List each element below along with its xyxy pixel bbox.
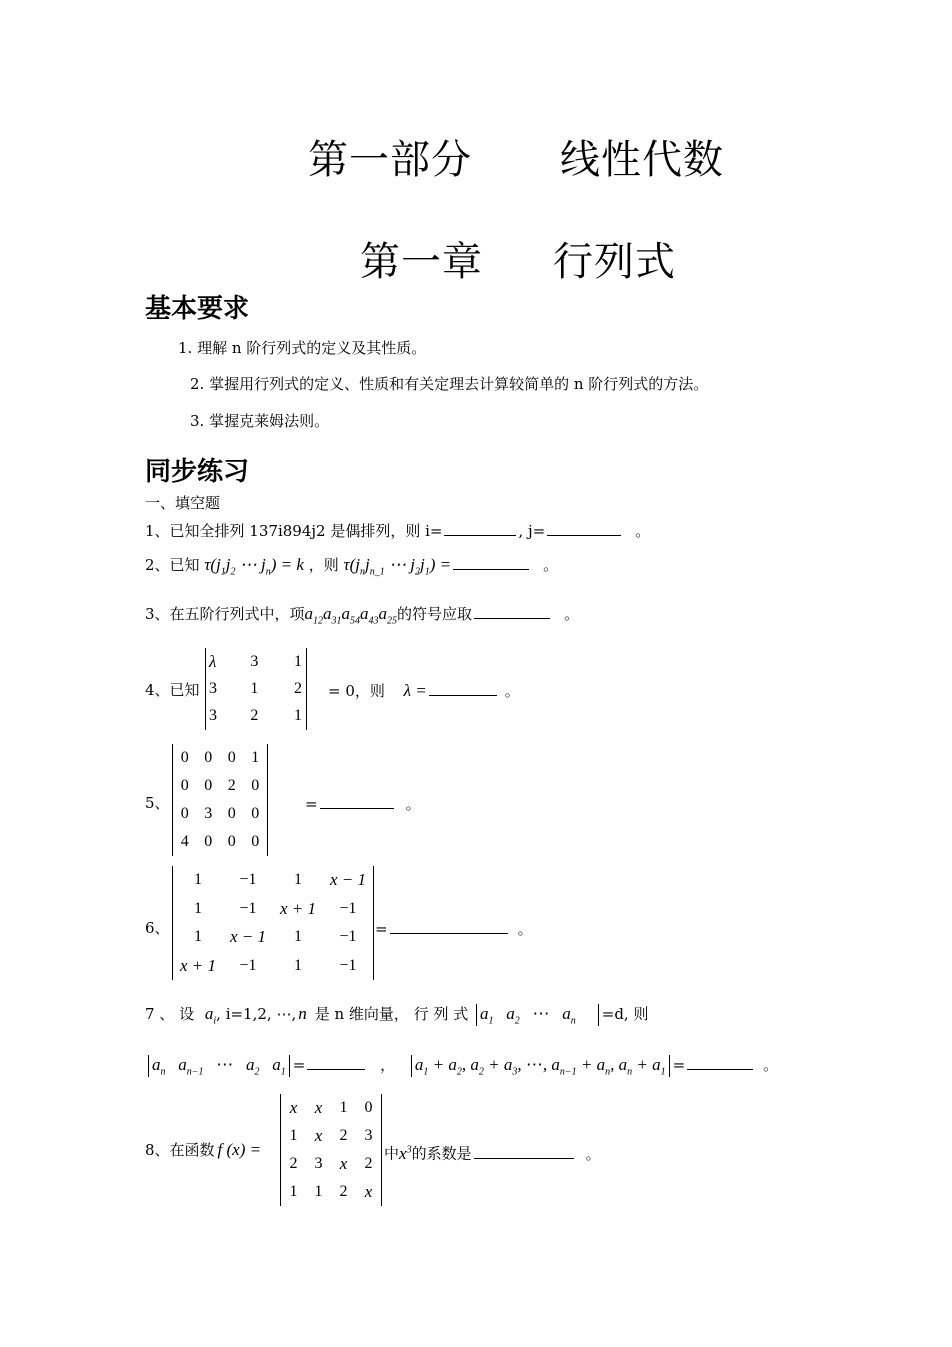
matrix-cell: 4 [180, 833, 189, 850]
matrix-cell: x + 1 [179, 955, 217, 975]
q3-blank[interactable] [474, 604, 550, 619]
q2-formula-1: $\tau(j_1j_2$ ⋯ $j_n) = k$ [204, 555, 304, 578]
det-bar [669, 1055, 670, 1077]
matrix-cell: 1 [294, 871, 302, 889]
q8-suffix: 的系数是 [411, 1144, 472, 1163]
requirement-item: 3. 掌握克莱姆法则。 [190, 412, 330, 430]
q4-lambda: λ = [403, 681, 427, 700]
q4-prefix: 4、已知 [145, 681, 200, 699]
q5-end: 。 [405, 795, 421, 813]
requirement-item: 1. 理解 n 阶行列式的定义及其性质。 [178, 339, 427, 357]
matrix-cell: 3 [250, 652, 259, 670]
q7-mid2: 是 n 维向量， 行 列 式 [314, 1005, 469, 1023]
matrix-cell: 3 [314, 1155, 323, 1172]
matrix-cell: −1 [339, 899, 357, 917]
q7-blank-2[interactable] [687, 1055, 753, 1070]
matrix-cell: 1 [339, 1099, 348, 1116]
matrix-cell: x [364, 1182, 373, 1201]
q3-formula: $a_{12}a_{31}a_{54}a_{43}a_{25}$ [304, 604, 398, 627]
matrix-row [173, 952, 373, 981]
q1-end: 。 [635, 522, 651, 540]
matrix-cell: 2 [250, 706, 259, 724]
matrix-cell: λ [209, 651, 217, 671]
question-4-tail [328, 681, 520, 700]
matrix-cell: 1 [294, 652, 302, 670]
question-8-head [145, 1141, 261, 1159]
q2-end: 。 [543, 556, 559, 574]
fill-blank-title: 一、填空题 [145, 494, 221, 512]
det-bar [148, 1055, 149, 1077]
q7-prefix: 7 、 设 [145, 1005, 195, 1023]
q4-blank[interactable] [429, 681, 497, 696]
matrix-cell: 0 [251, 833, 260, 850]
q8-prefix: 8、在函数 [145, 1141, 215, 1159]
matrix-cell: 0 [180, 777, 189, 794]
q4-eq: = 0，则 [328, 682, 385, 700]
q2-blank[interactable] [453, 555, 529, 570]
question-5-tail [305, 794, 421, 813]
question-6-tail [375, 919, 533, 938]
matrix-row [281, 1178, 381, 1206]
matrix-cell: −1 [239, 899, 257, 917]
matrix-cell: −1 [339, 956, 357, 974]
matrix-row [281, 1094, 381, 1122]
requirement-item: 2. 掌握用行列式的定义、性质和有关定理去计算较简单的 n 阶行列式的方法。 [190, 375, 709, 393]
matrix-cell: 2 [227, 777, 236, 794]
matrix-cell: 1 [251, 749, 260, 766]
q1-blank-j[interactable] [547, 521, 621, 536]
matrix-cell: x [339, 1154, 348, 1173]
q7-eq2: = [672, 1056, 686, 1074]
matrix-cell: x − 1 [229, 927, 267, 947]
q8-determinant [280, 1094, 382, 1206]
matrix-cell: 0 [251, 805, 260, 822]
q7-det-columns: $a_1$ $a_2$ ⋯ $a_n$ [480, 1004, 576, 1027]
matrix-cell: 0 [364, 1099, 373, 1116]
matrix-cell: x [289, 1098, 298, 1117]
matrix-cell: 1 [250, 679, 259, 697]
det-bar [411, 1055, 412, 1077]
q5-determinant [172, 744, 268, 856]
q7-det-reversed: $a_n$ $a_{n-1}$ ⋯ $a_2$ $a_1$ [152, 1055, 286, 1078]
matrix-row [173, 772, 267, 800]
det-bar [289, 1055, 290, 1077]
question-2 [145, 555, 558, 581]
q5-matrix [173, 744, 267, 856]
section-heading-requirements: 基本要求 [145, 294, 250, 324]
chapter-title-left: 第一章 [360, 239, 483, 285]
q7-end: 。 [763, 1056, 779, 1074]
q1-mid: , j= [518, 522, 546, 540]
q7-sep: ， [380, 1056, 396, 1074]
question-1 [145, 521, 650, 540]
matrix-row [173, 866, 373, 895]
q8-end: 。 [585, 1144, 601, 1163]
q2-formula-2: $\tau(j_nj_{n\_1}$ ⋯ $j_2j_1$) = [343, 555, 452, 578]
matrix-cell: 0 [180, 749, 189, 766]
matrix-cell: 1 [289, 1127, 298, 1144]
q5-eq: = [305, 795, 318, 813]
matrix-cell: 1 [289, 1183, 298, 1200]
chapter-title-right: 行列式 [553, 239, 676, 285]
q7-n: n [298, 1004, 307, 1023]
q7-mid1: , i=1,2, ⋯, [216, 1005, 297, 1023]
q1-text: 1、已知全排列 137i894j2 是偶排列，则 i= [145, 522, 443, 540]
matrix-row [173, 744, 267, 772]
matrix-cell: 2 [289, 1155, 298, 1172]
matrix-cell: 0 [180, 805, 189, 822]
q8-mid: 中 [384, 1144, 400, 1163]
matrix-cell: x [314, 1098, 323, 1117]
q3-end: 。 [564, 605, 580, 623]
det-bar [598, 1004, 599, 1026]
matrix-cell: 2 [294, 679, 302, 697]
matrix-cell: 2 [339, 1127, 348, 1144]
matrix-cell: 1 [294, 928, 302, 946]
q8-matrix [281, 1094, 381, 1206]
q5-blank[interactable] [320, 794, 394, 809]
matrix-cell: −1 [239, 956, 257, 974]
matrix-cell: 3 [209, 706, 217, 724]
matrix-cell: 0 [204, 777, 213, 794]
q6-blank[interactable] [390, 919, 508, 934]
q6-determinant [172, 866, 374, 980]
det-bar [476, 1004, 477, 1026]
matrix-row [281, 1150, 381, 1178]
matrix-cell: 2 [364, 1155, 373, 1172]
matrix-row [173, 800, 267, 828]
matrix-cell: −1 [239, 871, 257, 889]
matrix-cell: 3 [204, 805, 213, 822]
question-3 [145, 604, 579, 630]
matrix-cell: 0 [204, 833, 213, 850]
q4-end: 。 [504, 682, 520, 700]
matrix-cell: 3 [364, 1127, 373, 1144]
q2-mid: ，则 [308, 556, 339, 574]
matrix-cell: 0 [251, 777, 260, 794]
matrix-cell: 1 [314, 1183, 323, 1200]
matrix-cell: 1 [194, 899, 202, 917]
q1-blank-i[interactable] [444, 521, 516, 536]
q4-determinant [205, 648, 307, 730]
matrix-cell: 0 [227, 805, 236, 822]
q5-prefix: 5、 [145, 794, 170, 812]
matrix-cell: 1 [294, 956, 302, 974]
matrix-cell: 2 [339, 1183, 348, 1200]
q3-prefix: 3、在五阶行列式中，项 [145, 605, 305, 623]
question-7-line-2 [145, 1055, 778, 1081]
q7-det-sum: $a_1 + a_2$, $a_2 + a_3$, ⋯, $a_{n-1} + a_n$, $a_n + a_1$ [414, 1055, 666, 1078]
matrix-cell: x [314, 1126, 323, 1145]
matrix-cell: 1 [194, 871, 202, 889]
matrix-cell: x + 1 [279, 898, 317, 918]
q7-eq1: = [292, 1056, 306, 1074]
q8-x-cubed: $x^3$ [399, 1143, 412, 1163]
matrix-row [173, 895, 373, 924]
matrix-cell: 0 [227, 749, 236, 766]
q7-ai: $a_i$ [204, 1004, 217, 1027]
part-title-right: 线性代数 [560, 137, 724, 183]
q6-end: 。 [517, 920, 533, 938]
matrix-row [173, 828, 267, 856]
part-title-left: 第一部分 [308, 137, 472, 183]
question-7-line-1 [145, 1004, 648, 1030]
q7-blank-1[interactable] [307, 1055, 365, 1070]
matrix-cell: 1 [194, 928, 202, 946]
matrix-cell: −1 [339, 928, 357, 946]
q6-eq: = [375, 920, 388, 938]
matrix-cell: 0 [204, 749, 213, 766]
q8-blank[interactable] [474, 1144, 574, 1159]
q6-prefix: 6、 [145, 919, 170, 937]
q3-suffix: 的符号应取 [397, 605, 473, 623]
q6-matrix [173, 866, 373, 980]
q8-fx: f (x) = [217, 1140, 262, 1159]
q2-prefix: 2、已知 [145, 556, 200, 574]
matrix-cell: x − 1 [329, 870, 367, 890]
matrix-row [173, 923, 373, 952]
matrix-cell: 3 [209, 679, 217, 697]
q7-mid3: =d, 则 [601, 1005, 649, 1023]
matrix-row [281, 1122, 381, 1150]
matrix-cell: 0 [227, 833, 236, 850]
section-heading-practice: 同步练习 [145, 457, 250, 487]
question-8-tail [384, 1141, 601, 1163]
matrix-cell: 1 [294, 706, 302, 724]
